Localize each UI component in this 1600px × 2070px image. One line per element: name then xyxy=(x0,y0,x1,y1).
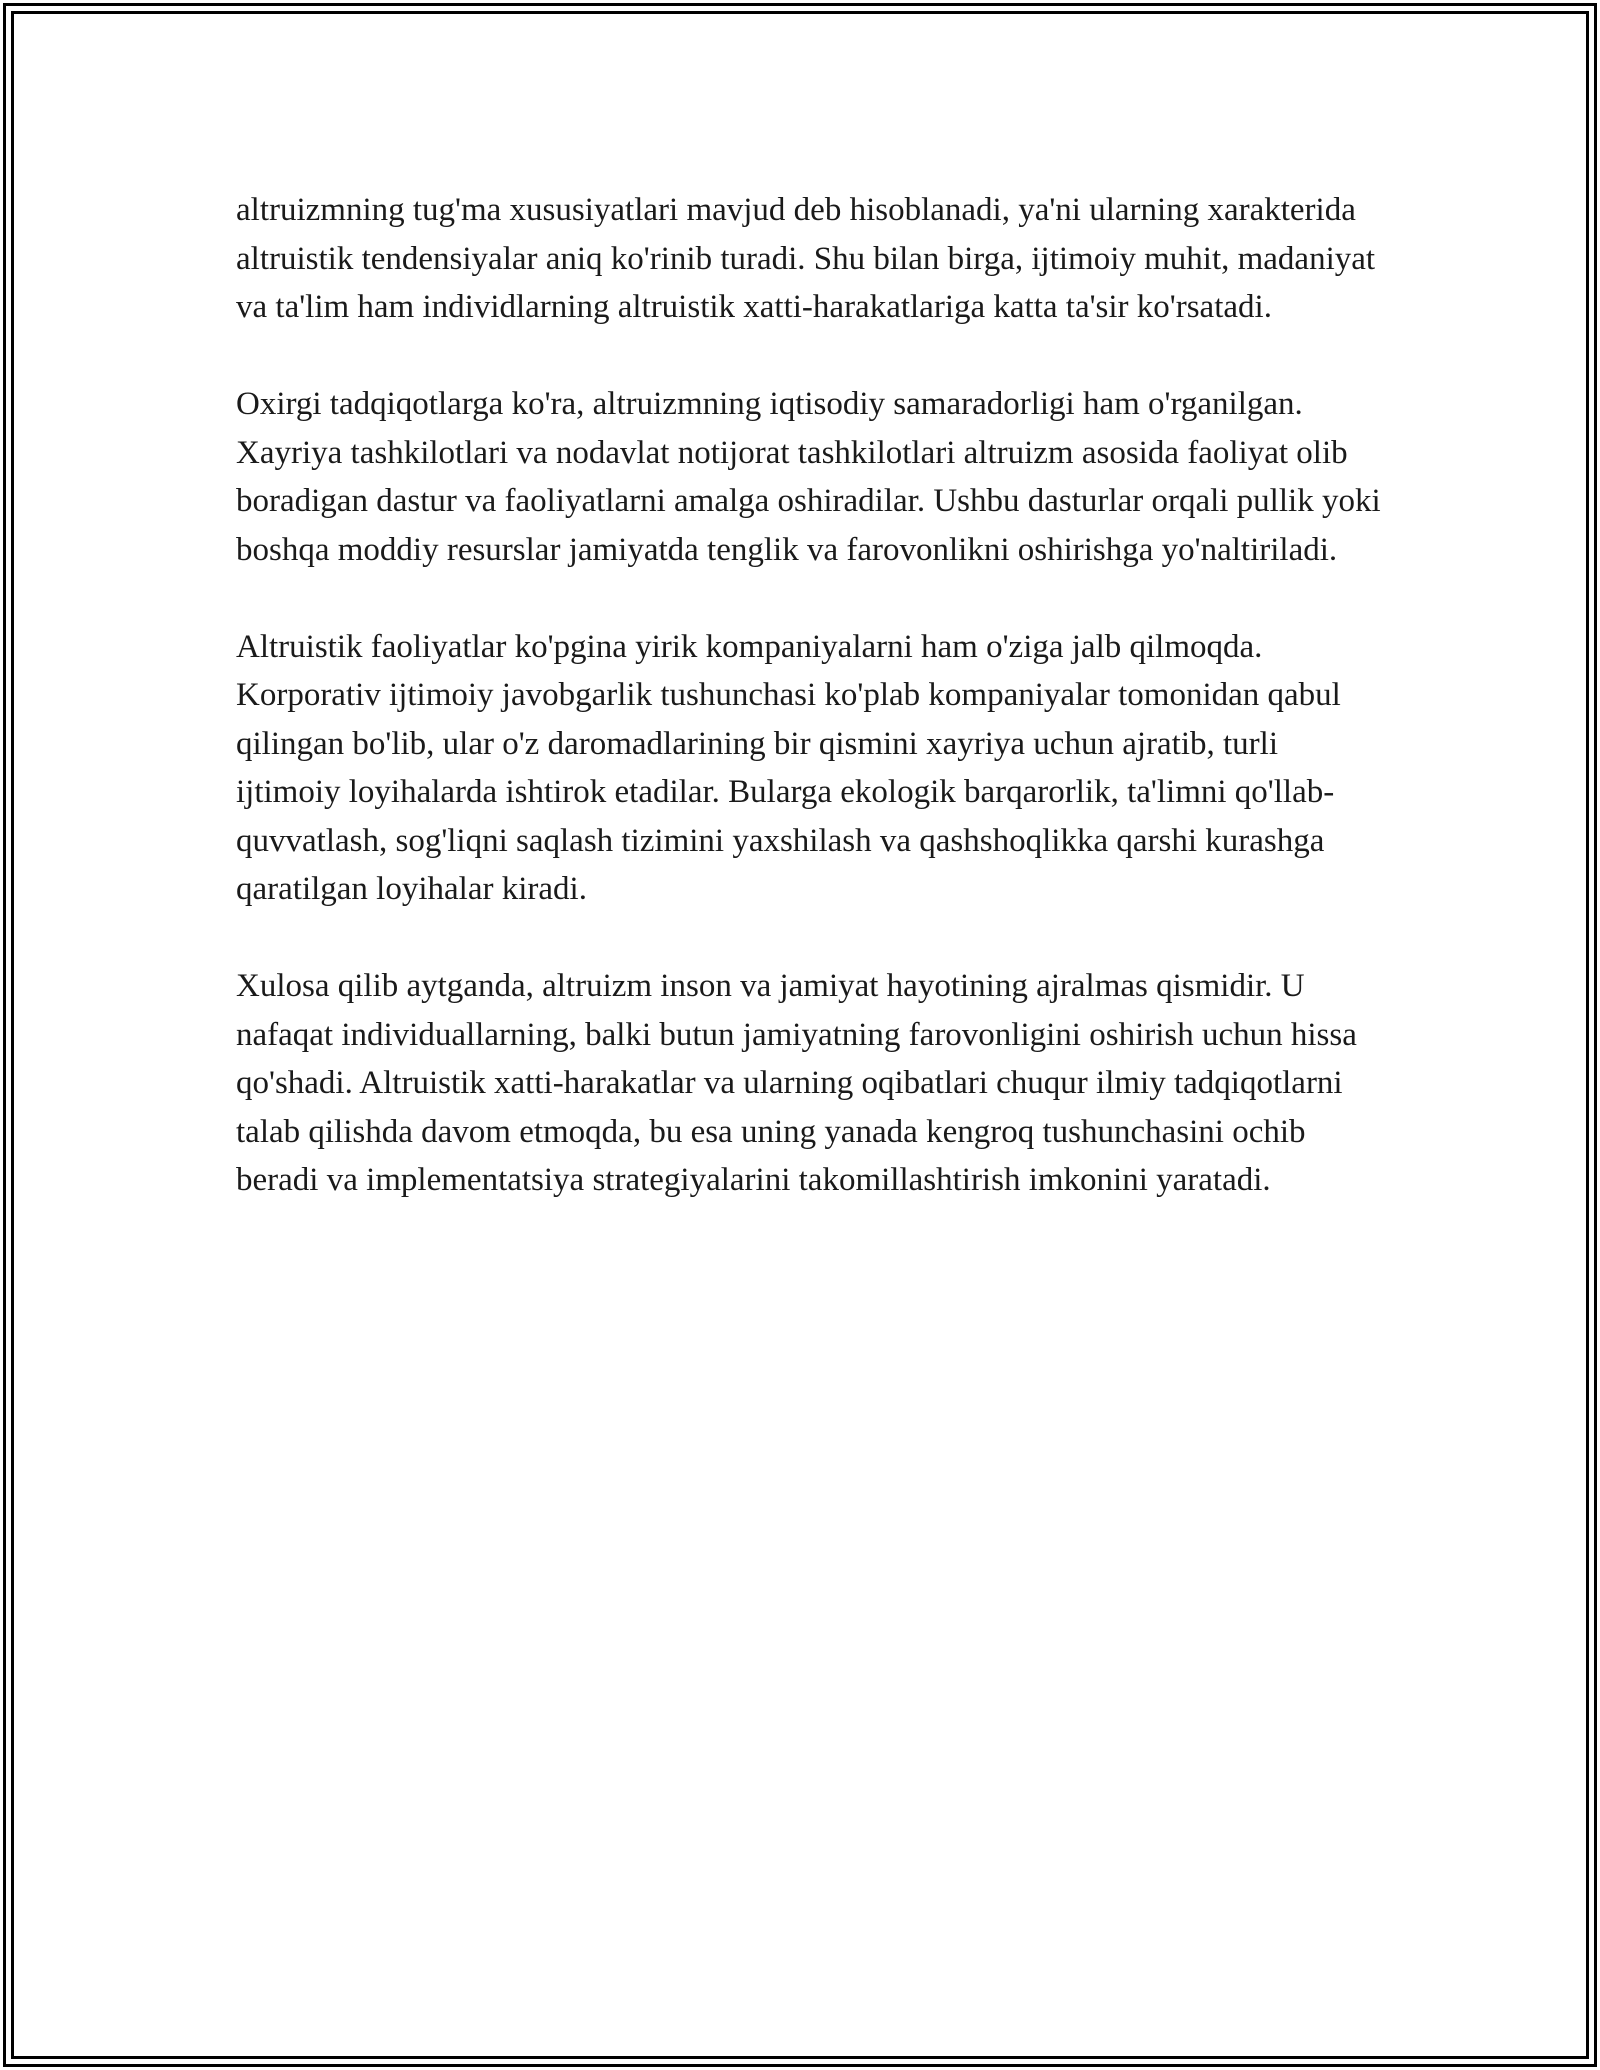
document-body xyxy=(236,186,1386,1253)
paragraph-1: altruizmning tug'ma xususiyatlari mavjud deb hisoblanadi, ya'ni ularning xarakterida altruistik tendensiyalar aniq ko'rinib turadi. Shu bilan birga, ijtimoiy muhit, madaniyat va ta'lim ham individlarning altruistik xatti-harakatlariga katta ta'sir ko'rsatadi. xyxy=(236,192,1376,325)
paragraph-2: Oxirgi tadqiqotlarga ko'ra, altruizmning iqtisodiy samaradorligi ham o'rganilgan. Xayriya tashkilotlari va nodavlat notijorat tashkilotlari altruizm asosida faoliyat olib boradigan dastur va faoliyatlarni amalga oshiradilar. Ushbu dasturlar orqali pullik yoki boshqa moddiy resurslar jamiyatda tenglik va farovonlikni oshirishga yo'naltiriladi. xyxy=(236,386,1381,568)
paragraph-3: Altruistik faoliyatlar ko'pgina yirik kompaniyalarni ham o'ziga jalb qilmoqda. Korporativ ijtimoiy javobgarlik tushunchasi ko'plab kompaniyalar tomonidan qabul qilingan bo'lib, ular o'z daromadlarining bir qismini xayriya uchun ajratib, turli ijtimoiy loyihalarda ishtirok etadilar. Bularga ekologik barqarorlik, ta'limni qo'llab-quvvatlash, sog'liqni saqlash tizimini yaxshilash va qashshoqlikka qarshi kurashga qaratilgan loyihalar kiradi. xyxy=(236,628,1341,907)
paragraph-4: Xulosa qilib aytganda, altruizm inson va jamiyat hayotining ajralmas qismidir. U nafaqat individuallarning, balki butun jamiyatning farovonligini oshirish uchun hissa qo'shadi. Altruistik xatti-harakatlar va ularning oqibatlari chuqur ilmiy tadqiqotlarni talab qilishda davom etmoqda, bu esa uning yanada kengroq tushunchasini ochib beradi va implementatsiya strategiyalarini takomillashtirish imkonini yaratadi. xyxy=(236,968,1357,1198)
